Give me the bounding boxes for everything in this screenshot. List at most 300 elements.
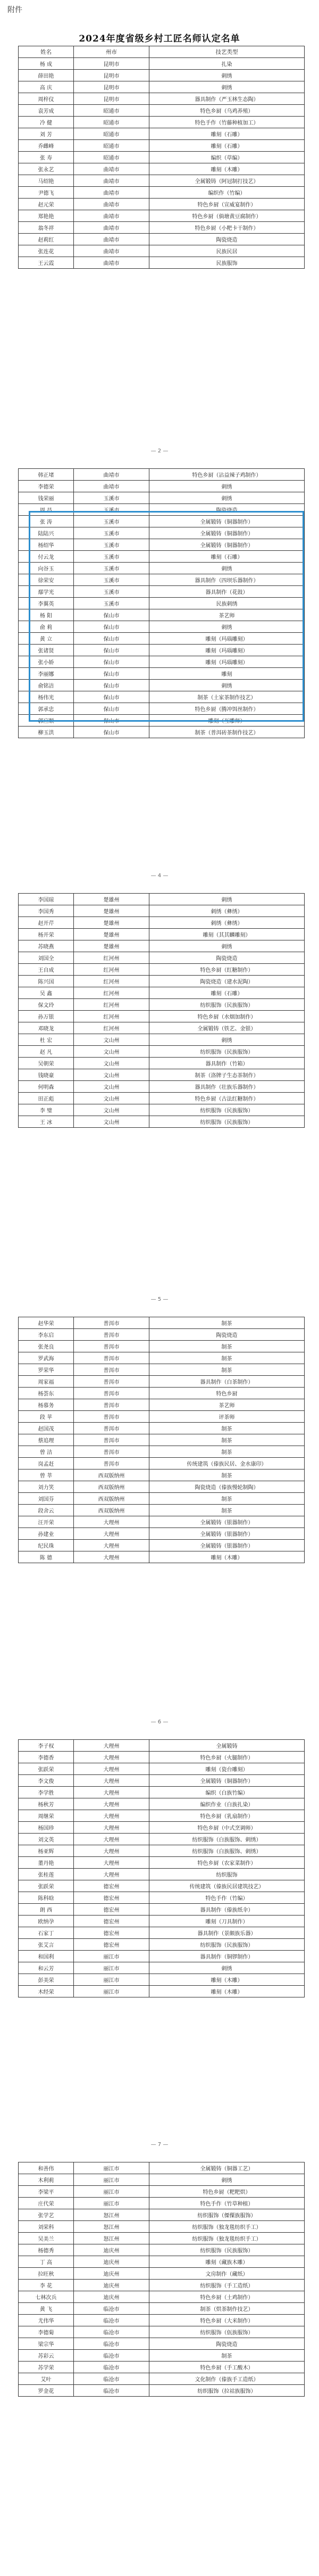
name-cell: 王 冰 [19,1116,74,1128]
craft-type-cell: 纺织服饰（白族服饰、刺绣） [149,1834,305,1845]
table-row [19,2315,305,2326]
craft-type-cell: 特色乡厨（大米制作） [149,2315,305,2326]
craft-type-cell: 全属锻铸（银器制作） [149,1540,305,1551]
name-cell: 张跃荣 [19,1880,74,1892]
craft-type-cell: 制茶 [149,2350,305,2362]
prefecture-cell: 丽江市 [74,1962,149,1974]
name-cell: 袁芳成 [19,105,74,117]
prefecture-cell: 临沧市 [74,2373,149,2385]
name-cell: 刘 芳 [19,128,74,140]
name-cell: 曾 洁 [19,1446,74,1458]
prefecture-cell: 普洱市 [74,1352,149,1364]
prefecture-cell: 昆明市 [74,70,149,81]
craft-type-cell: 纺织服饰（民族服饰） [149,2244,305,2256]
prefecture-cell: 曲靖市 [74,163,149,175]
prefecture-cell: 文山州 [74,1069,149,1081]
name-cell: 李丽娜 [19,668,74,680]
name-cell: 周梓仪 [19,93,74,105]
table-row [19,952,305,964]
craft-type-cell: 刺绣 [149,621,305,633]
craft-type-cell: 编织（白族竹编） [149,1787,305,1798]
name-cell: 保文玲 [19,999,74,1011]
prefecture-cell: 文山州 [74,1046,149,1058]
craft-type-cell: 陶瓷烧造 [149,2338,305,2350]
prefecture-cell: 普洱市 [74,1341,149,1352]
prefecture-cell: 楚雄州 [74,894,149,905]
prefecture-cell: 保山市 [74,633,149,645]
craft-type-cell: 文房制作（藏纸） [149,2268,305,2280]
craft-type-cell: 全属锻铸（银器制作） [149,1528,305,1540]
craft-type-cell: 制茶 [149,1469,305,1481]
table-row [19,1104,305,1116]
craft-type-cell: 特色乡厨（红糖制作） [149,964,305,976]
prefecture-cell: 曲靖市 [74,175,149,187]
table-row [19,1481,305,1493]
prefecture-cell: 怒江州 [74,2209,149,2221]
prefecture-cell: 普洱市 [74,1329,149,1341]
prefecture-cell: 德宏州 [74,1939,149,1951]
craft-type-cell: 器具制作（严玉林生态陶） [149,93,305,105]
page-number: — 6 — [150,1719,169,1725]
prefecture-cell: 德宏州 [74,1904,149,1916]
name-cell: 李 花 [19,2280,74,2291]
table-row [19,976,305,987]
table-row [19,222,305,234]
prefecture-cell: 玉溪市 [74,574,149,586]
name-cell: 杨德秀 [19,2244,74,2256]
name-cell: 杨 阳 [19,609,74,621]
prefecture-cell: 普洱市 [74,1458,149,1469]
table-row [19,1752,305,1763]
name-cell: 付云龙 [19,551,74,563]
name-cell: 李学胜 [19,1787,74,1798]
table-row [19,1399,305,1411]
roster-table [18,46,305,269]
craft-type-cell: 制茶（洛牌子生态茶制作） [149,1069,305,1081]
name-cell: 杨秋芳 [19,1798,74,1810]
table-row [19,1939,305,1951]
name-cell: 李文俊 [19,1775,74,1787]
prefecture-cell: 文山州 [74,1058,149,1069]
prefecture-cell: 临沧市 [74,2315,149,2326]
name-cell: 张跃荣 [19,1763,74,1775]
name-cell: 纪民珠 [19,1540,74,1551]
craft-type-cell: 民族刺绣 [149,598,305,609]
prefecture-cell: 昆明市 [74,81,149,93]
prefecture-cell: 怒江州 [74,2233,149,2244]
craft-type-cell: 纺织服饰（傈僳族服饰） [149,2209,305,2221]
craft-type-cell: 刺绣 [149,481,305,492]
table-row [19,481,305,492]
name-cell: 高 庆 [19,81,74,93]
table-row [19,492,305,504]
prefecture-cell: 昭通市 [74,140,149,152]
name-cell: 李 璧 [19,1104,74,1116]
name-cell: 赵开芹 [19,917,74,929]
table-row [19,726,305,738]
name-cell: 杨伟光 [19,691,74,703]
table-row [19,1352,305,1364]
craft-type-cell: 全属锻铸 [149,1740,305,1752]
name-cell: 赵 凡 [19,1046,74,1058]
document-title: 2024年度省级乡村工匠名师认定名单 [79,34,240,44]
craft-type-cell: 雕刻（玛瑙雕刻） [149,633,305,645]
prefecture-cell: 红河州 [74,1022,149,1034]
name-cell: 张尧良 [19,1341,74,1352]
craft-type-cell: 民族民居 [149,245,305,257]
craft-type-cell: 特色乡厨（小粑卡干制作） [149,222,305,234]
craft-type-cell: 刺绣 [149,894,305,905]
name-cell: 陆陆兴 [19,527,74,539]
table-row [19,905,305,917]
craft-type-cell: 全属锻铸（铜器制作） [149,539,305,551]
prefecture-cell: 大理州 [74,1516,149,1528]
prefecture-cell: 丽江市 [74,1951,149,1962]
craft-type-cell: 全属锻铸（铜器制作） [149,1775,305,1787]
prefecture-cell: 大理州 [74,1763,149,1775]
craft-type-cell: 制茶 [149,1341,305,1352]
name-cell: 周家福 [19,1376,74,1388]
prefecture-cell: 昭通市 [74,128,149,140]
table-row [19,1022,305,1034]
prefecture-cell: 文山州 [74,1081,149,1093]
table-row [19,1927,305,1939]
craft-type-cell: 编织作业（白族扎染） [149,1798,305,1810]
prefecture-cell: 玉溪市 [74,586,149,598]
table-row [19,1869,305,1880]
name-cell: 杨开荣 [19,929,74,940]
table-row [19,58,305,70]
name-cell: 杨绍华 [19,539,74,551]
name-cell: 张桂莲 [19,1869,74,1880]
table-row [19,2209,305,2221]
page-number: — 4 — [150,873,169,879]
name-cell: 柳玉洪 [19,726,74,738]
prefecture-cell: 大理州 [74,1787,149,1798]
table-row [19,2174,305,2186]
name-cell: 郭承忠 [19,703,74,715]
name-cell: 张诸贤 [19,645,74,656]
craft-type-cell: 编织（草编） [149,152,305,163]
table-row [19,93,305,105]
prefecture-cell: 保山市 [74,691,149,703]
prefecture-cell: 迪庆州 [74,2256,149,2268]
name-cell: 丁 高 [19,2256,74,2268]
name-cell: 董丹艳 [19,1857,74,1869]
name-cell: 马绍艳 [19,175,74,187]
table-row [19,210,305,222]
craft-type-cell: 扎染 [149,58,305,70]
craft-type-cell: 文化制作（傣族手工造纸） [149,2373,305,2385]
name-cell: 陈兴国 [19,976,74,987]
craft-type-cell: 特色乡厨（水烟加制作） [149,1011,305,1022]
prefecture-cell: 丽江市 [74,1974,149,1986]
table-row [19,2198,305,2209]
prefecture-cell: 玉溪市 [74,551,149,563]
name-cell: 和云芳 [19,1962,74,1974]
name-cell: 罗荣华 [19,1364,74,1376]
prefecture-cell: 西双版纳州 [74,1469,149,1481]
craft-type-cell: 纺织服饰（民族服饰） [149,1104,305,1116]
craft-type-cell: 制茶（普洱砖茶制作技艺） [149,726,305,738]
name-cell: 木利莉 [19,2174,74,2186]
name-cell: 黄 立 [19,633,74,645]
table-row [19,2256,305,2268]
table-row [19,117,305,128]
table-row [19,152,305,163]
prefecture-cell: 玉溪市 [74,504,149,516]
craft-type-cell: 制茶（土家茶制作技艺） [149,691,305,703]
prefecture-cell: 丽江市 [74,2162,149,2174]
craft-type-cell: 陶瓷烧造 [149,952,305,964]
roster-table [18,1317,305,1563]
name-cell: 乔雌峰 [19,140,74,152]
prefecture-cell: 普洱市 [74,1388,149,1399]
craft-type-cell: 传统建筑（傣族民居建筑技艺） [149,1880,305,1892]
name-cell: 彭美荣 [19,1974,74,1986]
table-row [19,1423,305,1434]
name-cell: 梁宗华 [19,2338,74,2350]
name-cell: 刘国芬 [19,1493,74,1505]
craft-type-cell: 特色乡厨（宣威宴制作） [149,199,305,210]
column-header: 姓名 [19,46,74,58]
table-row [19,469,305,481]
name-cell: 何明森 [19,1081,74,1093]
craft-type-cell: 雕刻（石雕） [149,140,305,152]
prefecture-cell: 大理州 [74,1752,149,1763]
craft-type-cell: 传统建筑（傣族民居、金水康印） [149,1458,305,1469]
craft-type-cell: 纺织服饰（民族服饰） [149,1939,305,1951]
craft-type-cell: 纺织服饰（手工造纸） [149,2280,305,2291]
craft-type-cell: 特色乡厨（倘塘黄豆腐制作） [149,210,305,222]
name-cell: 石家丁 [19,1927,74,1939]
name-cell: 翁冬祥 [19,222,74,234]
table-row [19,70,305,81]
table-row [19,1469,305,1481]
table-row [19,105,305,117]
craft-type-cell: 茶艺师 [149,1399,305,1411]
table-row [19,1376,305,1388]
craft-type-cell: 器具制作（花鼓） [149,586,305,598]
prefecture-cell: 文山州 [74,1116,149,1128]
table-row [19,715,305,726]
name-cell: 苏学荣 [19,2362,74,2373]
name-cell: 李国琼 [19,894,74,905]
name-cell: 刘力笑 [19,1481,74,1493]
table-row [19,2303,305,2315]
prefecture-cell: 玉溪市 [74,516,149,527]
prefecture-cell: 红河州 [74,952,149,964]
table-row [19,1434,305,1446]
name-cell: 钱荣丽 [19,492,74,504]
prefecture-cell: 昆明市 [74,58,149,70]
table-row [19,2338,305,2350]
prefecture-cell: 文山州 [74,1104,149,1116]
prefecture-cell: 文山州 [74,1034,149,1046]
prefecture-cell: 大理州 [74,1540,149,1551]
craft-type-cell: 特色乡厨（土鸡制作） [149,2291,305,2303]
craft-type-cell: 制茶 [149,1364,305,1376]
table-row [19,1857,305,1869]
prefecture-cell: 西双版纳州 [74,1505,149,1516]
name-cell: 吴 鑫 [19,987,74,999]
name-cell: 李德菊 [19,2326,74,2338]
table-row [19,1540,305,1551]
prefecture-cell: 临沧市 [74,2362,149,2373]
name-cell: 孙建业 [19,1528,74,1540]
prefecture-cell: 迪庆州 [74,2268,149,2280]
name-cell: 张 寿 [19,152,74,163]
prefecture-cell: 曲靖市 [74,199,149,210]
prefecture-cell: 曲靖市 [74,210,149,222]
name-cell: 刘荣科 [19,2221,74,2233]
prefecture-cell: 大理州 [74,1834,149,1845]
table-row [19,2326,305,2338]
name-cell: 张连花 [19,245,74,257]
table-row [19,504,305,516]
craft-type-cell: 雕刻（石雕） [149,987,305,999]
table-row [19,645,305,656]
prefecture-cell: 楚雄州 [74,905,149,917]
table-row [19,563,305,574]
prefecture-cell: 普洱市 [74,1411,149,1423]
name-cell: 段 苹 [19,1411,74,1423]
name-cell: 庄代荣 [19,2198,74,2209]
prefecture-cell: 昆明市 [74,93,149,105]
name-cell: 罗金花 [19,2385,74,2397]
prefecture-cell: 德宏州 [74,1880,149,1892]
table-row [19,668,305,680]
prefecture-cell: 丽江市 [74,1986,149,1997]
page-number: — 2 — [150,448,169,454]
table-row [19,1411,305,1423]
prefecture-cell: 临沧市 [74,2326,149,2338]
name-cell: 向谷玉 [19,563,74,574]
prefecture-cell: 保山市 [74,621,149,633]
table-row [19,1763,305,1775]
table-row [19,1528,305,1540]
name-cell: 张永艺 [19,163,74,175]
craft-type-cell: 刺绣 [149,70,305,81]
craft-type-cell: 全属锻铸（阿冠制打技艺） [149,175,305,187]
prefecture-cell: 玉溪市 [74,539,149,551]
prefecture-cell: 昭通市 [74,117,149,128]
name-cell: 欧纳孕 [19,1916,74,1927]
table-row [19,1505,305,1516]
prefecture-cell: 普洱市 [74,1446,149,1458]
table-row [19,1388,305,1399]
table-row [19,1880,305,1892]
table-row [19,964,305,976]
name-cell: 薛田艳 [19,70,74,81]
prefecture-cell: 昭通市 [74,105,149,117]
table-row [19,163,305,175]
craft-type-cell: 雕刻（其其麟雕刻） [149,929,305,940]
craft-type-cell: 雕刻（石雕） [149,128,305,140]
prefecture-cell: 临沧市 [74,2338,149,2350]
page-number: — 7 — [150,2142,169,2148]
table-row [19,245,305,257]
craft-type-cell: 刺绣 [149,940,305,952]
name-cell: 艾叶 [19,2373,74,2385]
prefecture-cell: 红河州 [74,987,149,999]
name-cell: 张 涛 [19,516,74,527]
craft-type-cell: 特色乡厨（沾益辣子鸡制作） [149,469,305,481]
prefecture-cell: 保山市 [74,609,149,621]
name-cell: 冷 健 [19,117,74,128]
table-row [19,1740,305,1752]
name-cell: 徐荣安 [19,574,74,586]
name-cell: 杜 宏 [19,1034,74,1046]
name-cell: 木经荣 [19,1986,74,1997]
table-row [19,1916,305,1927]
name-cell: 俞 莉 [19,621,74,633]
prefecture-cell: 迪庆州 [74,2244,149,2256]
table-row [19,656,305,668]
prefecture-cell: 玉溪市 [74,563,149,574]
table-row [19,175,305,187]
craft-type-cell: 特色乡厨（火腿制作） [149,1752,305,1763]
prefecture-cell: 大理州 [74,1798,149,1810]
table-row [19,1011,305,1022]
prefecture-cell: 保山市 [74,726,149,738]
table-row [19,1904,305,1916]
craft-type-cell: 全属锻铸（铁艺、金银） [149,1022,305,1034]
prefecture-cell: 红河州 [74,976,149,987]
table-row [19,2221,305,2233]
craft-type-cell: 纺织服饰（拉祜族服饰） [149,2385,305,2397]
craft-type-cell: 陶瓷烧造 [149,504,305,516]
table-row [19,1551,305,1563]
craft-type-cell: 特色手作（竹草种植） [149,2198,305,2209]
prefecture-cell: 临沧市 [74,2350,149,2362]
table-row [19,1951,305,1962]
craft-type-cell: 刺绣 [149,1034,305,1046]
craft-type-cell: 民族服饰 [149,257,305,269]
name-cell: 拉旺秋 [19,2268,74,2280]
name-cell: 赵华荣 [19,1317,74,1329]
prefecture-cell: 普洱市 [74,1434,149,1446]
table-row [19,1116,305,1128]
table-row [19,574,305,586]
prefecture-cell: 玉溪市 [74,492,149,504]
craft-type-cell: 刺绣（彝绣） [149,917,305,929]
prefecture-cell: 曲靖市 [74,469,149,481]
craft-type-cell: 制茶 [149,1505,305,1516]
name-cell: 鄢学光 [19,586,74,598]
craft-type-cell: 器具制作（四坝乐器制作） [149,574,305,586]
table-row [19,1822,305,1834]
prefecture-cell: 红河州 [74,999,149,1011]
craft-type-cell: 制茶 [149,1317,305,1329]
name-cell: 尹德飞 [19,187,74,199]
table-row [19,1058,305,1069]
prefecture-cell: 红河州 [74,1011,149,1022]
name-cell: 韩正堵 [19,469,74,481]
name-cell: 段舍云 [19,1505,74,1516]
name-cell: 蔡追理 [19,1434,74,1446]
prefecture-cell: 德宏州 [74,1927,149,1939]
column-header: 技艺类型 [149,46,305,58]
prefecture-cell: 曲靖市 [74,245,149,257]
table-row [19,1364,305,1376]
prefecture-cell: 大理州 [74,1822,149,1834]
table-row [19,1341,305,1352]
craft-type-cell: 器具制作（壮族乐器制作） [149,1081,305,1093]
name-cell: 钱晓豪 [19,1069,74,1081]
craft-type-cell: 陶瓷烧造 [149,234,305,245]
prefecture-cell: 保山市 [74,715,149,726]
